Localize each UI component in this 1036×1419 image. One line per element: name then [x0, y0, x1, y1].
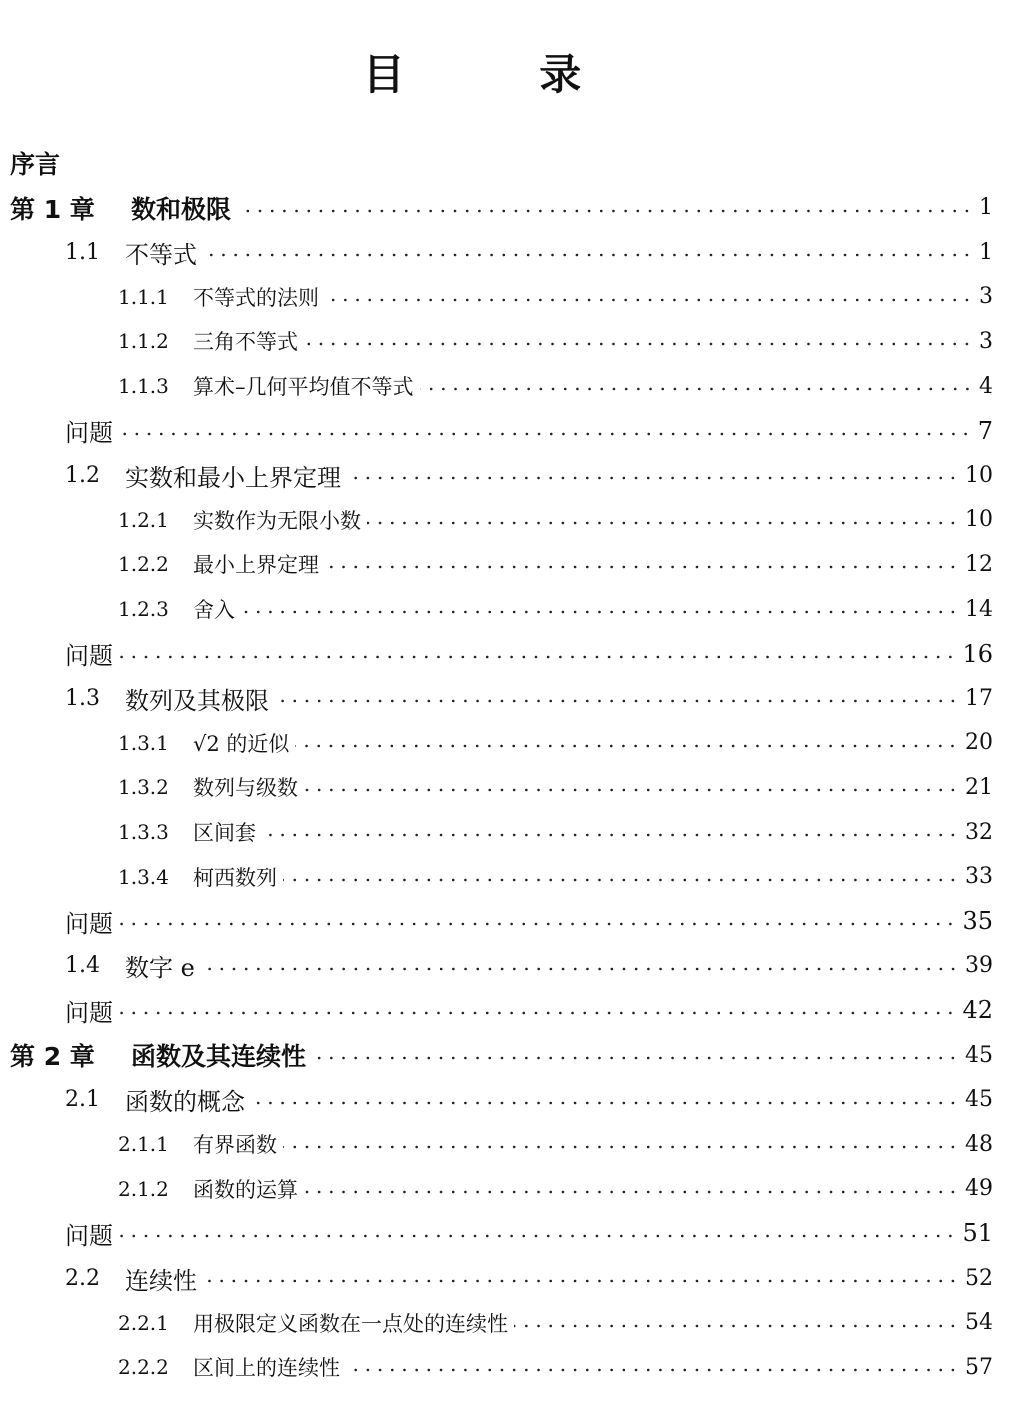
entry-page-number: 54: [965, 1310, 993, 1336]
entry-page-number: 35: [962, 907, 993, 936]
entry-title: 数列与级数: [193, 776, 298, 801]
entry-page-number: 33: [965, 864, 993, 890]
entry-number: 1.2.3: [118, 597, 169, 621]
entry-page-number: 20: [965, 730, 993, 756]
toc-entry[interactable]: [118, 544, 993, 584]
toc-entry[interactable]: [65, 1080, 993, 1120]
entry-page-number: 51: [962, 1219, 993, 1248]
entry-title: 数列及其极限: [125, 686, 269, 715]
entry-number: 2.2.1: [118, 1310, 169, 1335]
entry-page-number: 21: [965, 774, 993, 800]
entry-number: 2.1: [65, 1087, 100, 1113]
entry-title: 问题: [65, 642, 113, 671]
entry-title: 区间上的连续性: [193, 1356, 340, 1381]
entry-title: 序言: [10, 150, 61, 179]
entry-number: 1.2.2: [118, 552, 169, 577]
page-title: 目 录: [362, 50, 642, 99]
entry-title: 区间套: [193, 821, 256, 845]
entry-title: 函数的运算: [193, 1177, 298, 1202]
entry-title: 函数及其连续性: [131, 1042, 307, 1071]
toc-entry[interactable]: [118, 812, 993, 852]
dot-leader: [241, 610, 959, 614]
entry-page-number: 16: [962, 639, 993, 668]
toc-entry[interactable]: [118, 1347, 993, 1387]
toc-entry[interactable]: [118, 321, 993, 361]
entry-page-number: 57: [965, 1354, 993, 1380]
entry-title: 数和极限: [131, 194, 232, 224]
entry-title: 柯西数列: [193, 865, 277, 890]
dot-leader: [325, 565, 959, 569]
dot-leader: [346, 1368, 959, 1372]
entry-page-number: 1: [979, 239, 993, 265]
toc-entry[interactable]: [65, 990, 993, 1030]
dot-leader: [119, 1011, 956, 1015]
entry-page-number: 42: [962, 996, 993, 1025]
dot-leader: [367, 521, 959, 525]
entry-page-number: 3: [979, 328, 993, 354]
toc-entry[interactable]: [65, 1213, 993, 1253]
dot-leader: [295, 744, 959, 748]
entry-title: 三角不等式: [193, 330, 298, 355]
entry-title: 函数的概念: [125, 1088, 245, 1117]
entry-title: 实数和最小上界定理: [125, 463, 341, 492]
toc-entry[interactable]: [118, 1124, 993, 1164]
entry-number: 2.1.1: [118, 1132, 169, 1157]
entry-page-number: 49: [965, 1176, 993, 1202]
dot-leader: [237, 209, 973, 213]
dot-leader: [119, 1234, 956, 1238]
entry-title: √2 的近似: [193, 731, 290, 756]
dot-leader: [251, 1101, 959, 1105]
dot-leader: [119, 432, 972, 436]
dot-leader: [203, 253, 973, 257]
entry-number: 第 2 章: [10, 1042, 95, 1071]
toc-entry[interactable]: [10, 1035, 993, 1075]
entry-number: 1.1: [65, 239, 100, 265]
entry-number: 1.1.3: [118, 374, 169, 398]
entry-title: 问题: [65, 419, 113, 448]
entry-page-number: 32: [965, 819, 993, 845]
entry-page-number: 48: [965, 1131, 993, 1157]
entry-title: 有界函数: [193, 1133, 277, 1158]
entry-number: 1.3.3: [118, 820, 169, 844]
entry-page-number: 52: [965, 1265, 993, 1291]
entry-page-number: 4: [979, 373, 993, 399]
toc-entry[interactable]: [10, 143, 993, 183]
toc-entry[interactable]: [65, 232, 993, 272]
entry-number: 1.3: [65, 685, 100, 711]
toc-entry[interactable]: [65, 455, 993, 495]
entry-page-number: 45: [965, 1087, 993, 1113]
toc-entry[interactable]: [118, 857, 993, 897]
entry-page-number: 45: [965, 1042, 993, 1068]
entry-number: 1.1.1: [118, 284, 169, 309]
entry-title: 问题: [65, 909, 113, 938]
toc-entry[interactable]: [118, 366, 993, 406]
toc-entry[interactable]: [118, 277, 993, 317]
entry-number: 2.1.2: [118, 1176, 169, 1201]
toc-entry[interactable]: [118, 1169, 993, 1209]
entry-page-number: 17: [965, 685, 993, 711]
toc-entry[interactable]: [10, 188, 993, 228]
toc-entry[interactable]: [65, 634, 993, 674]
entry-number: 1.2: [65, 462, 100, 488]
toc-entry[interactable]: [65, 1258, 993, 1298]
entry-title: 算术–几何平均值不等式: [193, 375, 414, 399]
entry-page-number: 10: [965, 507, 993, 533]
entry-title: 用极限定义函数在一点处的连续性: [193, 1311, 508, 1336]
entry-page-number: 12: [965, 551, 993, 577]
entry-title: 最小上界定理: [193, 553, 319, 578]
toc-entry[interactable]: [65, 678, 993, 718]
toc-entry[interactable]: [118, 1303, 993, 1343]
entry-title: 不等式: [125, 240, 197, 269]
entry-title: 数字 e: [125, 954, 195, 983]
entry-number: 1.4: [65, 953, 100, 979]
entry-number: 1.1.2: [118, 329, 169, 354]
entry-page-number: 7: [977, 416, 993, 445]
entry-number: 1.2.1: [118, 507, 169, 532]
dot-leader: [420, 387, 974, 391]
dot-leader: [283, 1145, 959, 1149]
entry-number: 1.3.4: [118, 864, 169, 889]
dot-leader: [119, 922, 956, 926]
entry-page-number: 3: [979, 284, 993, 310]
entry-number: 2.2: [65, 1265, 100, 1291]
toc-entry[interactable]: [118, 723, 993, 763]
entry-number: 1.3.2: [118, 775, 169, 800]
dot-leader: [119, 655, 956, 659]
entry-page-number: 1: [979, 195, 993, 221]
dot-leader: [304, 1190, 959, 1194]
dot-leader: [312, 1056, 959, 1060]
dot-leader: [325, 298, 973, 302]
dot-leader: [304, 788, 959, 792]
entry-title: 问题: [65, 1221, 113, 1250]
entry-title: 实数作为无限小数: [193, 508, 361, 533]
dot-leader: [203, 1279, 959, 1283]
toc-entry[interactable]: [118, 500, 993, 540]
dot-leader: [283, 878, 959, 882]
entry-page-number: 14: [965, 596, 993, 622]
toc-entry[interactable]: [65, 411, 993, 451]
entry-title: 连续性: [125, 1266, 197, 1295]
dot-leader: [347, 476, 959, 480]
entry-number: 第 1 章: [10, 194, 95, 224]
dot-leader: [201, 967, 959, 971]
dot-leader: [275, 699, 959, 703]
toc-entry[interactable]: [118, 767, 993, 807]
toc-entry[interactable]: [65, 946, 993, 986]
entry-page-number: 10: [965, 462, 993, 488]
dot-leader: [262, 833, 959, 837]
entry-title: 问题: [65, 998, 113, 1027]
entry-number: 1.3.1: [118, 730, 169, 755]
dot-leader: [304, 342, 973, 346]
entry-page-number: 39: [965, 953, 993, 979]
dot-leader: [514, 1324, 959, 1328]
toc-entry[interactable]: [118, 589, 993, 629]
entry-number: 2.2.2: [118, 1355, 169, 1380]
toc-entry[interactable]: [65, 901, 993, 941]
entry-title: 舍入: [193, 598, 235, 622]
entry-title: 不等式的法则: [193, 285, 319, 310]
